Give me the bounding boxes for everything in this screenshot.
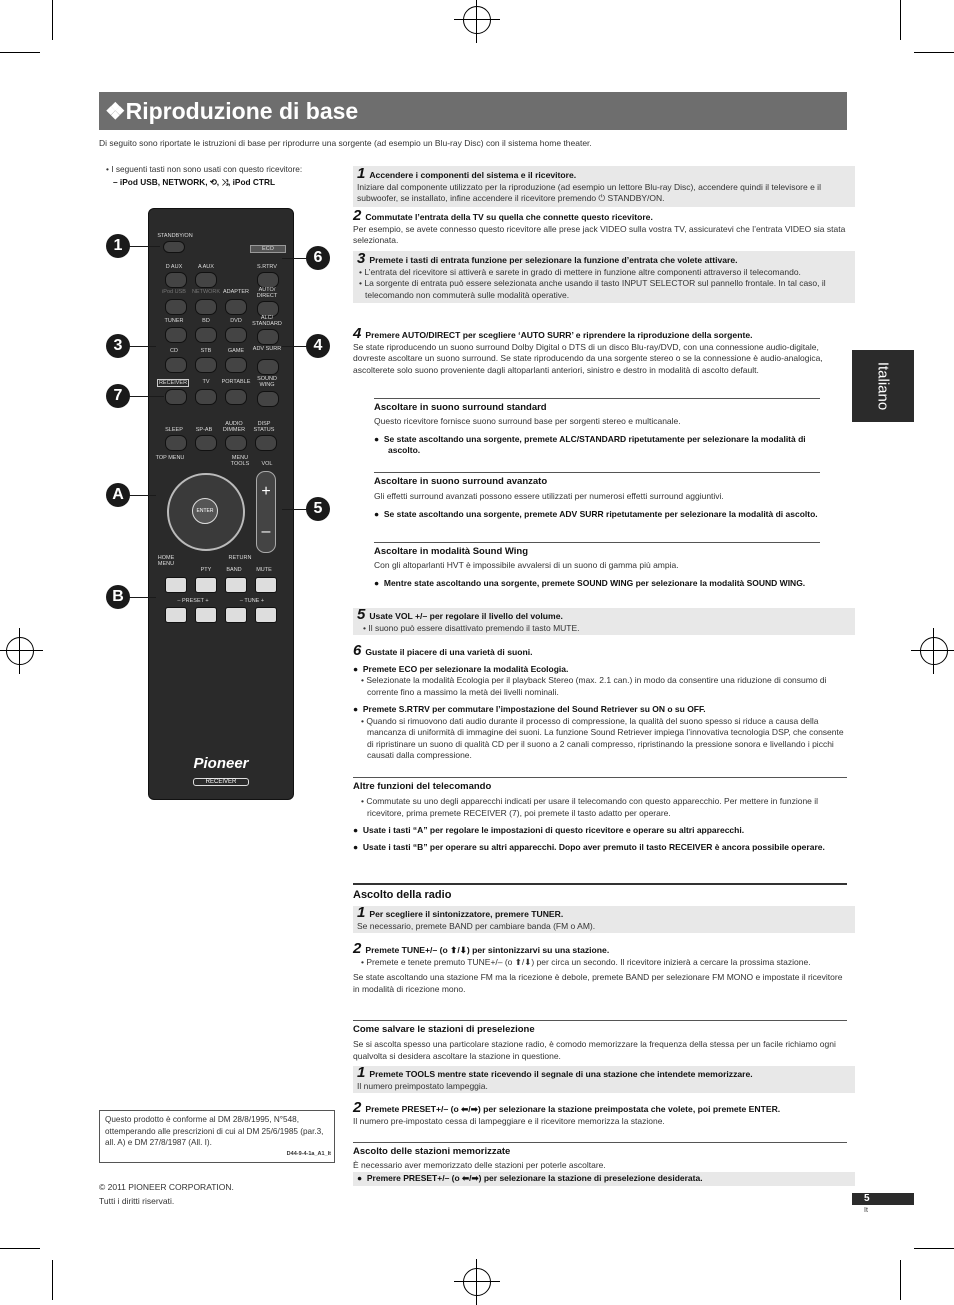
callout-line	[124, 396, 164, 397]
unused-keys-line1: • I seguenti tasti non sono usati con questo ricevitore:	[106, 164, 303, 174]
forward-button[interactable]	[255, 607, 277, 623]
step-body: Se necessario, premete BAND per cambiare banda (FM o AM).	[357, 920, 596, 931]
disp-label: DISP	[257, 421, 271, 427]
play-button[interactable]	[225, 577, 247, 593]
listen-advanced-title: Ascoltare in suono surround avanzato	[374, 472, 820, 487]
standby-label: STANDBY/ON	[157, 233, 193, 239]
callout-line	[282, 258, 308, 259]
step-number: 5	[357, 606, 366, 623]
autodirect-label: AUTO/ DIRECT	[256, 287, 278, 299]
listen-desc: Gli effetti surround avanzati possono essere utilizzati per numerosi effetti surround aggiuntivi.	[374, 491, 724, 501]
listen-advanced	[374, 491, 820, 520]
listen-desc: Questo ricevitore fornisce suono surround base per sorgenti stereo e multicanale.	[374, 416, 681, 426]
step-4	[353, 325, 847, 376]
step-1	[353, 166, 855, 207]
step-heading: Per scegliere il sintonizzatore, premere TUNER.	[369, 909, 564, 919]
mute-button[interactable]	[255, 577, 277, 593]
step-3	[353, 251, 855, 303]
spab-label: SP-AB	[195, 427, 213, 433]
radio-step-2-note: • Premete e tenete premuto TUNE+/– (o ⬆/⬇) per circa un secondo. Il ricevitore inizierà a cercare la prossima stazione.	[361, 956, 811, 967]
daux-button[interactable]	[165, 272, 187, 288]
bullet-text: Premete S.RTRV per commutare l’impostazione del Sound Retriever su ON o su OFF.	[362, 704, 706, 714]
step-heading: Gustate il piacere di una varietà di suoni.	[365, 647, 533, 657]
alc-label: ALC/ STANDARD	[252, 315, 282, 327]
portable-button[interactable]	[225, 389, 247, 405]
listen-standard	[374, 416, 820, 457]
note-keys: – iPod USB, NETWORK, ⟲, ⤨, iPod CTRL	[113, 177, 276, 187]
stop-button[interactable]	[195, 577, 217, 593]
dvd-button[interactable]	[225, 327, 247, 343]
registration-mark	[920, 637, 948, 665]
tuner-label: TUNER	[164, 318, 184, 324]
remote-control	[148, 208, 294, 800]
step-6	[353, 642, 847, 762]
dvd-label: DVD	[230, 318, 242, 324]
callout-1: 1	[106, 234, 130, 258]
radio-step-1	[353, 906, 855, 933]
other-note: • Commutate su uno degli apparecchi indicati per usare il telecomando con questo apparecchio. Per mettere in funzione il ricevitore, prima premete RECEIVER (7), poi premete il tasto adatto per operare.	[361, 796, 819, 818]
step-body: Se state riproducendo un suono surround Dolby Digital o DTS di un disco Blu-ray/DVD, con una connessione audio-digitale, dovreste ascoltare un suono surround. Se state riproducendo da una sorgente stereo o se la connessione è audio-analogica, ascolterete solo suono proveniente dagli altoparlanti anteriori, sinistro e destro in modalità di ascolto default.	[353, 341, 823, 375]
bullet-text: Usate i tasti “B” per operare su altri apparecchi. Dopo aver premuto il tasto RECEIVER è ancora possibile operare.	[362, 841, 825, 852]
preset-title: Come salvare le stazioni di preselezione	[353, 1020, 847, 1035]
srtrv-bullet: ● Premete S.RTRV per commutare l’impostazione del Sound Retriever su ON o su OFF.	[353, 704, 706, 714]
registration-mark	[463, 6, 491, 34]
aaux-label: A AUX	[198, 264, 214, 270]
crop-mark	[914, 52, 954, 53]
listen-bullet: ● Se state ascoltando una sorgente, premete ALC/STANDARD ripetutamente per selezionare la modalità di ascolto.	[374, 433, 806, 455]
bullet-text: Se state ascoltando una sorgente, premete ALC/STANDARD ripetutamente per selezionare la modalità di ascolto.	[383, 433, 806, 455]
memo-title: Ascolto delle stazioni memorizzate	[353, 1142, 847, 1157]
adapter-label: ADAPTER	[223, 289, 249, 295]
audio-label: AUDIO	[225, 421, 243, 427]
crop-mark	[900, 1260, 901, 1300]
crop-mark	[52, 0, 53, 40]
language-tab-label: Italiano	[874, 361, 892, 411]
srtrv-button[interactable]	[257, 272, 279, 288]
step-heading: Premete TOOLS mentre state ricevendo il segnale di una stazione che intendete memorizzare.	[369, 1069, 753, 1079]
page-number: 5	[852, 1193, 914, 1205]
menutools-label: MENU TOOLS	[230, 455, 250, 467]
crop-mark	[0, 52, 40, 53]
unused-keys-line2	[106, 176, 346, 189]
listen-desc: Con gli altoparlanti HVT è impossibile avvalersi di un suono di gamma più ampia.	[374, 560, 679, 570]
step-heading: Premete TUNE+/– (o ⬆/⬇) per sintonizzarvi su una stazione.	[365, 945, 610, 955]
page-title-text: Riproduzione di base	[125, 98, 359, 124]
eco-note: • Selezionate la modalità Ecologia per il playback Stereo (max. 2.1 can.) in modo da consentire una riduzione di consumo di corrente fino a massimo la metà dei livelli nominali.	[361, 675, 827, 697]
step-3-bullet-1: • L’entrata del ricevitore si attiverà e sarete in grado di mettere in funzione altre componenti attraverso il telecomando.	[359, 266, 801, 277]
preset-label: – PRESET +	[177, 598, 209, 604]
other-bullet-b: ● Usate i tasti “B” per operare su altri apparecchi. Dopo aver premuto il tasto RECEIVER è ancora possibile operare.	[353, 841, 825, 852]
language-tab	[852, 350, 914, 422]
bullet-text: Premere PRESET+/– (o ⬅/➡) per selezionare la stazione di preselezione desiderata.	[366, 1173, 703, 1183]
sleep-label: SLEEP	[165, 427, 183, 433]
receiver-button[interactable]	[165, 389, 187, 405]
other-bullet-a: ● Usate i tasti “A” per regolare le impostazioni di questo ricevitore e operare su altri apparecchi.	[353, 825, 745, 835]
band-label: BAND	[226, 567, 242, 573]
step-number: 1	[357, 1064, 366, 1081]
game-label: GAME	[227, 348, 245, 354]
tv-label: TV	[202, 379, 210, 385]
tune-label: – TUNE +	[239, 598, 265, 604]
note-text: I seguenti tasti non sono usati con questo ricevitore:	[111, 164, 303, 174]
crop-mark	[52, 1260, 53, 1300]
ipodusb-button[interactable]	[165, 299, 187, 315]
callout-7: 7	[106, 384, 130, 408]
cd-label: CD	[170, 348, 178, 354]
tv-button[interactable]	[195, 389, 217, 405]
unused-keys-note	[106, 163, 346, 189]
rewind-button[interactable]	[225, 607, 247, 623]
memo-bullet-row: ● Premere PRESET+/– (o ⬅/➡) per selezionare la stazione di preselezione desiderata.	[357, 1173, 703, 1183]
daux-label: D AUX	[165, 264, 183, 270]
soundwing-button[interactable]	[257, 391, 279, 407]
rights-line: Tutti i diritti riservati.	[99, 1196, 175, 1206]
step-heading: Premere AUTO/DIRECT per scegliere ‘AUTO SURR’ e riprendere la riproduzione della sorgente.	[365, 330, 753, 340]
listen-soundwing	[374, 560, 820, 589]
step-3-header	[357, 250, 851, 267]
document-code: D44-9-4-1a_A1_It	[286, 1150, 331, 1157]
bullet-text: Se state ascoltando una sorgente, premete ADV SURR ripetutamente per selezionare la modalità di ascolto.	[383, 508, 818, 519]
alc-button[interactable]	[257, 329, 279, 345]
callout-a: A	[106, 483, 130, 507]
step-1-header	[357, 165, 851, 182]
return-label: RETURN	[228, 555, 252, 561]
radio-title: Ascolto della radio	[353, 883, 847, 901]
intro-text: Di seguito sono riportate le istruzioni di base per riprodurre una sorgente (ad esempio un Blu-ray Disc) con il sistema home theater.	[99, 138, 592, 148]
tuner-button[interactable]	[165, 327, 187, 343]
step-heading: Usate VOL +/– per regolare il livello del volume.	[369, 611, 563, 621]
note-text: Commutate su uno degli apparecchi indicati per usare il telecomando con questo apparecchio. Per mettere in funzione il ricevitore, prima premete RECEIVER (7), poi premete il tasto adatto per operare.	[366, 796, 819, 818]
bullet-text: Usate i tasti “A” per regolare le impostazioni di questo ricevitore e operare su altri apparecchi.	[362, 825, 745, 835]
step-body: Per esempio, se avete connesso questo ricevitore alle prese jack VIDEO sulla vostra TV, assicuratevi che l’entrata VIDEO sia stata selezionata.	[353, 223, 846, 245]
step-body: Se state ascoltando una stazione FM ma la ricezione è debole, premete BAND per selezionare FM MONO e impostate il ricevitore in modalità di ricezione mono.	[353, 972, 843, 994]
registration-mark	[6, 637, 34, 665]
step-number: 1	[357, 904, 366, 921]
sleep-button[interactable]	[165, 435, 187, 451]
legal-notice	[99, 1110, 335, 1163]
callout-line	[282, 509, 308, 510]
step-heading: Accendere i componenti del sistema e il ricevitore.	[369, 170, 577, 180]
prev-button[interactable]	[165, 607, 187, 623]
callout-5: 5	[306, 497, 330, 521]
bullet-text: La sorgente di entrata può essere selezionata anche usando il tasto INPUT SELECTOR sul pannello frontale. In tal caso, il telecomando non commuterà sulle modalità operative.	[364, 278, 826, 300]
step-heading: Premete i tasti di entrata funzione per selezionare la funzione d’entrata che volete attivare.	[369, 255, 738, 265]
listen-bullet: ● Mentre state ascoltando una sorgente, premete SOUND WING per selezionare la modalità SOUND WING.	[374, 577, 806, 588]
standby-button[interactable]	[163, 241, 185, 253]
ipodusb-label: iPod USB	[162, 289, 186, 295]
legal-text: Questo prodotto è conforme al DM 28/8/1995, N°548, ottemperando alle prescrizioni di cui al DM 25/6/1985 (par.3, all. A) e DM 27/8/1987 (All. I).	[105, 1115, 324, 1147]
advsurr-label: ADV SURR	[252, 346, 282, 352]
pause-button[interactable]	[165, 577, 187, 593]
srtrv-note: • Quando si rimuovono dati audio durante il processo di compressione, la qualità del suono spesso si riduce a causa della mancanza di uniformità di immagine dei suoni. La funzione Sound Retriever impiega l’innovativa tecnologia DSP, che consente di ripristinare un suono di qualità CD per il suono a 2 canali compresso, ripristinando la pressione sonora e livellando i picchi causati dalla compressione.	[361, 715, 844, 760]
step-heading: Premete PRESET+/– (o ⬅/➡) per selezionare la stazione preimpostata che volete, poi premete ENTER.	[365, 1104, 781, 1114]
step-body: Il numero pre-impostato cessa di lampeggiare e il ricevitore memorizza la stazione.	[353, 1115, 665, 1126]
note-text: Quando si rimuovono dati audio durante il processo di compressione, la qualità del suono spesso si riduce a causa della mancanza di uniformità di immagine dei suoni. La funzione Sound Retriever impiega l’innovativa tecnologia DSP, che consente di ripristinare un suono di qualità CD per il suono a 2 canali compresso, ripristinando la pressione sonora e livellando i picchi causati dalla compressione.	[366, 715, 844, 760]
listen-standard-title: Ascoltare in suono surround standard	[374, 398, 820, 413]
aaux-button[interactable]	[195, 272, 217, 288]
listen-soundwing-title: Ascoltare in modalità Sound Wing	[374, 542, 820, 557]
step-5	[353, 608, 855, 635]
memo-desc: È necessario aver memorizzato delle stazioni per poterle ascoltare.	[353, 1160, 606, 1170]
preset-step-2	[353, 1099, 847, 1127]
other-functions-title: Altre funzioni del telecomando	[353, 777, 847, 792]
crop-mark	[0, 1248, 40, 1249]
preset-step-2-header	[353, 1099, 847, 1116]
mute-label: MUTE	[256, 567, 272, 573]
step-5-note: • Il suono può essere disattivato premendo il tasto MUTE.	[363, 622, 580, 633]
callout-b: B	[106, 585, 130, 609]
stb-button[interactable]	[195, 357, 217, 373]
advsurr-button[interactable]	[257, 359, 279, 375]
other-functions	[353, 796, 847, 853]
step-body: Iniziare dal componente utilizzato per la riproduzione (ad esempio un lettore Blu-ray Disc), accendere quindi il televisore e il subwoofer, se installato, infine accendere il ricevitore premendo ⏻ STANDBY/ON.	[357, 181, 821, 203]
callout-line	[282, 346, 308, 347]
page-title: ❖Riproduzione di base	[99, 92, 847, 130]
cd-button[interactable]	[165, 357, 187, 373]
step-5-header	[357, 606, 851, 623]
srtrv-label: S.RTRV	[257, 264, 277, 270]
crop-mark	[914, 1248, 954, 1249]
vol-label: VOL	[261, 461, 273, 467]
pioneer-logo: Pioneer	[193, 755, 249, 772]
note-text: Selezionate la modalità Ecologia per il playback Stereo (max. 2.1 can.) in modo da consentire una riduzione di consumo di corrente fino a massimo la metà dei livelli nominali.	[366, 675, 827, 697]
copyright-line: © 2011 PIONEER CORPORATION.	[99, 1182, 234, 1192]
pty-label: PTY	[200, 567, 212, 573]
network-label: NETWORK	[191, 289, 221, 295]
step-2	[353, 207, 847, 247]
radio-step-2	[353, 940, 847, 995]
step-number: 4	[353, 325, 362, 342]
next-button[interactable]	[195, 607, 217, 623]
step-3-bullet-2: • La sorgente di entrata può essere selezionata anche usando il tasto INPUT SELECTOR sul pannello frontale. In tal caso, il telecomando non commuterà sulle modalità operative.	[359, 278, 826, 300]
copyright	[99, 1180, 234, 1208]
enter-button[interactable]: ENTER	[192, 498, 218, 524]
topmenu-label: TOP MENU	[155, 455, 185, 461]
eco-bullet: ● Premete ECO per selezionare la modalità Ecologia.	[353, 663, 569, 674]
callout-3: 3	[106, 334, 130, 358]
step-body: Il numero preimpostato lampeggia.	[357, 1080, 488, 1091]
step-number: 6	[353, 642, 362, 659]
note-text: Premete e tenete premuto TUNE+/– (o ⬆/⬇) per circa un secondo. Il ricevitore inizierà a cercare la prossima stazione.	[366, 956, 811, 967]
receiver-mode-indicator: RECEIVER	[193, 778, 249, 786]
volume-rocker[interactable]: + –	[256, 471, 276, 553]
preset-step-1	[353, 1066, 855, 1093]
note-text: Il suono può essere disattivato premendo il tasto MUTE.	[368, 622, 580, 633]
step-number: 2	[353, 207, 362, 224]
step-6-header	[353, 642, 847, 659]
callout-4: 4	[306, 334, 330, 358]
memo-bullet	[353, 1172, 855, 1186]
step-number: 2	[353, 940, 362, 957]
registration-mark	[463, 1268, 491, 1296]
bd-label: BD	[202, 318, 210, 324]
stb-label: STB	[200, 348, 212, 354]
soundwing-label: SOUND WING	[257, 376, 277, 388]
eco-button[interactable]: ECO	[250, 245, 286, 253]
network-button[interactable]	[195, 299, 217, 315]
listen-bullet: ● Se state ascoltando una sorgente, premete ADV SURR ripetutamente per selezionare la modalità di ascolto.	[374, 508, 818, 519]
bullet-text: Mentre state ascoltando una sorgente, premete SOUND WING per selezionare la modalità SOUND WING.	[383, 577, 806, 588]
status-button[interactable]	[255, 435, 277, 451]
dimmer-button[interactable]	[225, 435, 247, 451]
step-heading: Commutate l’entrata della TV su quella che connette questo ricevitore.	[365, 212, 653, 222]
portable-label: PORTABLE	[221, 379, 251, 385]
preset-desc: Se si ascolta spesso una particolare stazione radio, è comodo memorizzare la frequenza della stessa per un facile richiamo ogni qualvolta si desidera ascoltare la stazione in questione.	[353, 1039, 836, 1061]
dimmer-label: DIMMER	[222, 427, 246, 433]
page-language: It	[864, 1207, 868, 1214]
bullet-text: Premete ECO per selezionare la modalità Ecologia.	[362, 663, 569, 674]
status-label: STATUS	[253, 427, 275, 433]
callout-6: 6	[306, 246, 330, 270]
step-2-header	[353, 207, 847, 224]
adapter-button[interactable]	[225, 299, 247, 315]
step-number: 3	[357, 250, 366, 267]
bullet-text: L’entrata del ricevitore si attiverà e sarete in grado di mettere in funzione altre componenti attraverso il telecomando.	[364, 266, 801, 277]
spab-button[interactable]	[195, 435, 217, 451]
step-number: 1	[357, 165, 366, 182]
step-4-header	[353, 325, 847, 342]
preset-step-1-header	[357, 1064, 851, 1081]
bd-button[interactable]	[195, 327, 217, 343]
receiver-label: RECEIVER	[158, 380, 188, 386]
game-button[interactable]	[225, 357, 247, 373]
radio-step-2-header	[353, 940, 847, 957]
radio-step-1-header	[357, 904, 851, 921]
homemenu-label: HOME MENU	[157, 555, 175, 567]
crop-mark	[900, 0, 901, 40]
step-number: 2	[353, 1099, 362, 1116]
